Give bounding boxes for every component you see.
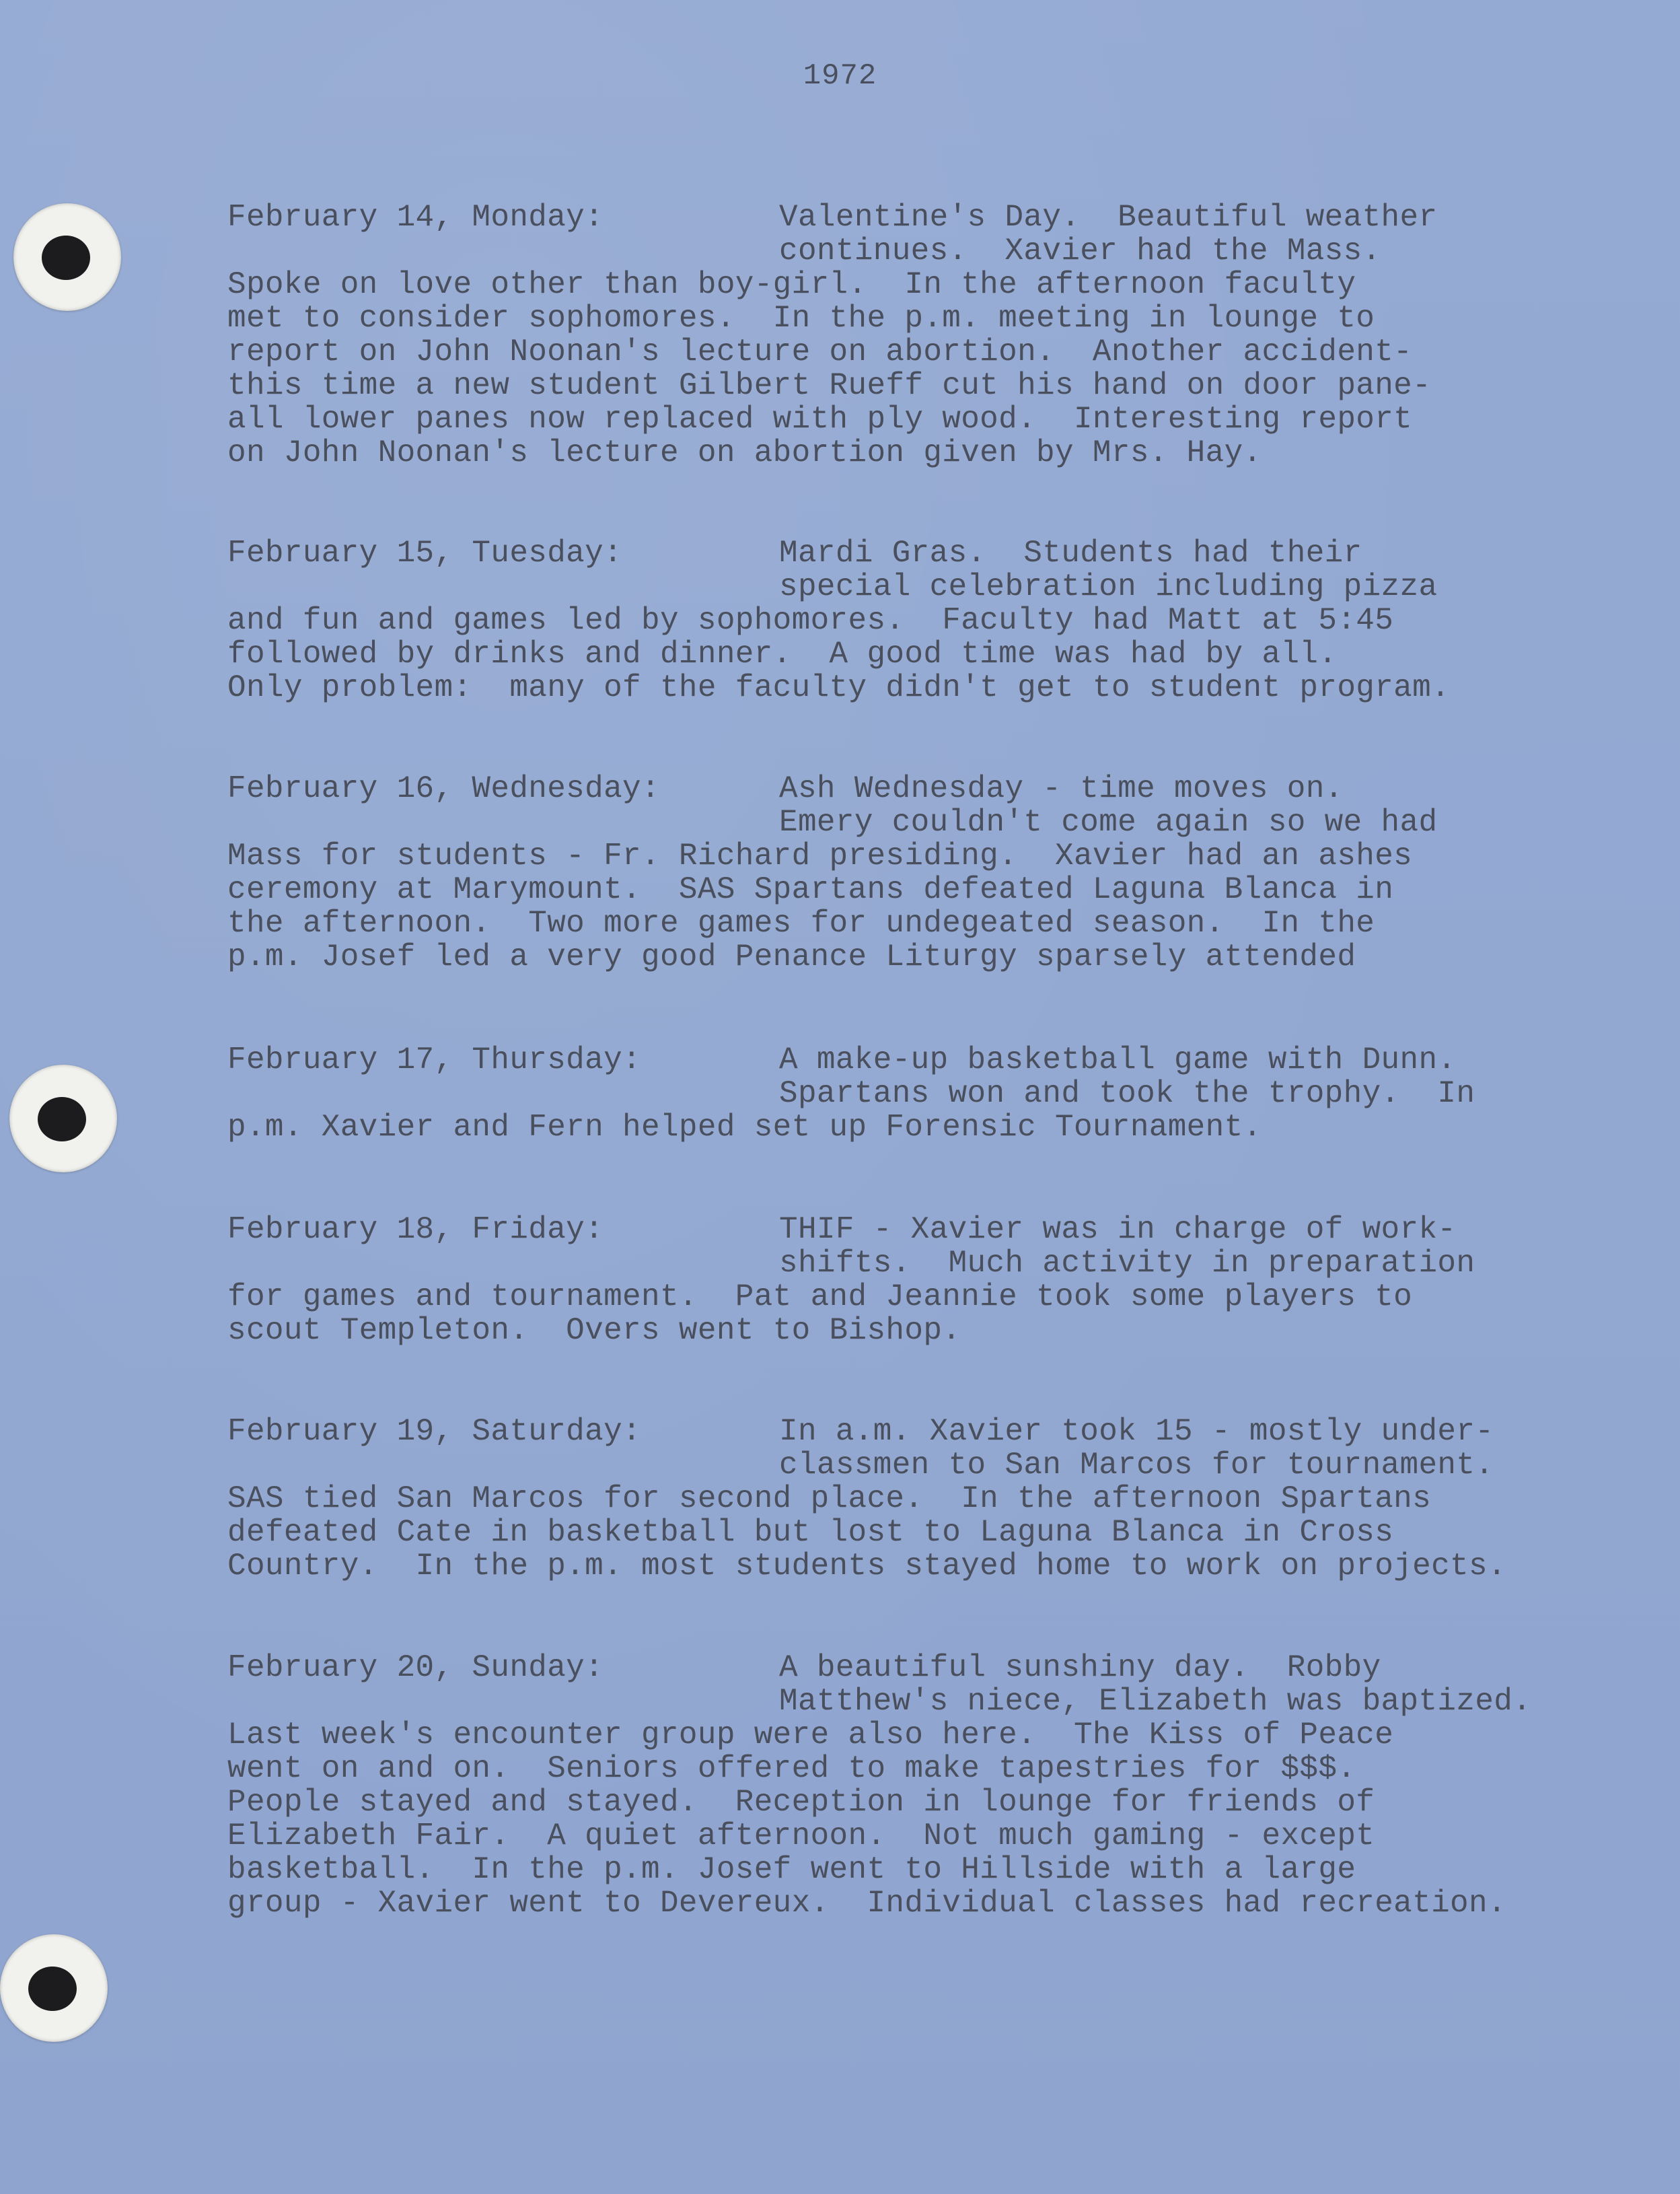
entry-body-line: followed by drinks and dinner. A good time was had by all. <box>227 637 1338 672</box>
entry-first-line: Valentine's Day. Beautiful weather <box>779 200 1438 235</box>
entry-body-line: on John Noonan's lecture on abortion given by Mrs. Hay. <box>227 435 1262 470</box>
diary-entry <box>227 1213 1627 1347</box>
entry-body-line: p.m. Josef led a very good Penance Liturgy sparsely attended <box>227 940 1356 975</box>
entry-body-line: group - Xavier went to Devereux. Individual classes had recreation. <box>227 1886 1506 1921</box>
entry-body-line: all lower panes now replaced with ply wood. Interesting report <box>227 402 1413 437</box>
entry-first-line: Mardi Gras. Students had their <box>779 536 1362 571</box>
entry-body-line: Last week's encounter group were also here. The Kiss of Peace <box>227 1718 1394 1753</box>
entry-body-line: for games and tournament. Pat and Jeannie took some players to <box>227 1279 1413 1314</box>
entry-date: February 14, Monday: <box>227 200 604 235</box>
entry-body-line: report on John Noonan's lecture on abortion. Another accident- <box>227 334 1413 369</box>
entry-body-line: Country. In the p.m. most students stayed home to work on projects. <box>227 1549 1506 1584</box>
entry-body-line: Spoke on love other than boy-girl. In the afternoon faculty <box>227 267 1356 302</box>
entry-first-line: Ash Wednesday - time moves on. <box>779 771 1344 806</box>
entry-continuation-line: special celebration including pizza <box>779 569 1438 604</box>
entry-continuation-line: classmen to San Marcos for tournament. <box>779 1448 1494 1483</box>
entry-date: February 16, Wednesday: <box>227 771 660 806</box>
entry-continuation-line: shifts. Much activity in preparation <box>779 1246 1475 1281</box>
entry-first-line: A beautiful sunshiny day. Robby <box>779 1650 1381 1685</box>
entry-continuation-line: continues. Xavier had the Mass. <box>779 234 1381 269</box>
diary-entry <box>227 536 1627 705</box>
binder-hole-bottom <box>0 1934 108 2042</box>
entry-body-line: Mass for students - Fr. Richard presiding. Xavier had an ashes <box>227 839 1413 874</box>
binder-hole-middle <box>9 1065 117 1172</box>
entry-first-line: THIF - Xavier was in charge of work- <box>779 1212 1457 1247</box>
entry-continuation-line: Spartans won and took the trophy. In <box>779 1076 1475 1111</box>
diary-entry <box>227 1043 1627 1144</box>
diary-entry <box>227 201 1627 470</box>
entry-body-line: ceremony at Marymount. SAS Spartans defeated Laguna Blanca in <box>227 872 1394 907</box>
diary-entry <box>227 1651 1627 1920</box>
entry-body-line: basketball. In the p.m. Josef went to Hillside with a large <box>227 1852 1356 1887</box>
entry-body-line: Elizabeth Fair. A quiet afternoon. Not much gaming - except <box>227 1818 1375 1853</box>
entry-body-line: went on and on. Seniors offered to make tapestries for $$$. <box>227 1751 1356 1786</box>
entry-date: February 19, Saturday: <box>227 1414 641 1449</box>
entry-body-line: SAS tied San Marcos for second place. In the afternoon Spartans <box>227 1481 1432 1516</box>
entry-body-line: met to consider sophomores. In the p.m. meeting in lounge to <box>227 301 1375 336</box>
entry-body-line: the afternoon. Two more games for undegeated season. In the <box>227 906 1375 941</box>
entry-continuation-line: Emery couldn't come again so we had <box>779 805 1438 840</box>
entry-date: February 18, Friday: <box>227 1212 604 1247</box>
entry-body-line: defeated Cate in basketball but lost to Laguna Blanca in Cross <box>227 1515 1394 1550</box>
entry-body-line: People stayed and stayed. Reception in lounge for friends of <box>227 1785 1375 1820</box>
entry-body-line: Only problem: many of the faculty didn't get to student program. <box>227 670 1451 705</box>
page-year: 1972 <box>803 59 877 93</box>
entry-date: February 15, Tuesday: <box>227 536 623 571</box>
entry-first-line: A make-up basketball game with Dunn. <box>779 1042 1457 1077</box>
entry-body-line: and fun and games led by sophomores. Faculty had Matt at 5:45 <box>227 603 1394 638</box>
entry-body-line: p.m. Xavier and Fern helped set up Forensic Tournament. <box>227 1110 1262 1145</box>
diary-entry <box>227 772 1627 974</box>
entry-date: February 17, Thursday: <box>227 1042 641 1077</box>
entry-date: February 20, Sunday: <box>227 1650 604 1685</box>
entry-first-line: In a.m. Xavier took 15 - mostly under- <box>779 1414 1494 1449</box>
entry-body-line: scout Templeton. Overs went to Bishop. <box>227 1313 961 1348</box>
entry-body-line: this time a new student Gilbert Rueff cut his hand on door pane- <box>227 368 1432 403</box>
entry-continuation-line: Matthew's niece, Elizabeth was baptized. <box>779 1684 1532 1719</box>
binder-hole-top <box>13 203 121 311</box>
diary-entry <box>227 1415 1627 1583</box>
